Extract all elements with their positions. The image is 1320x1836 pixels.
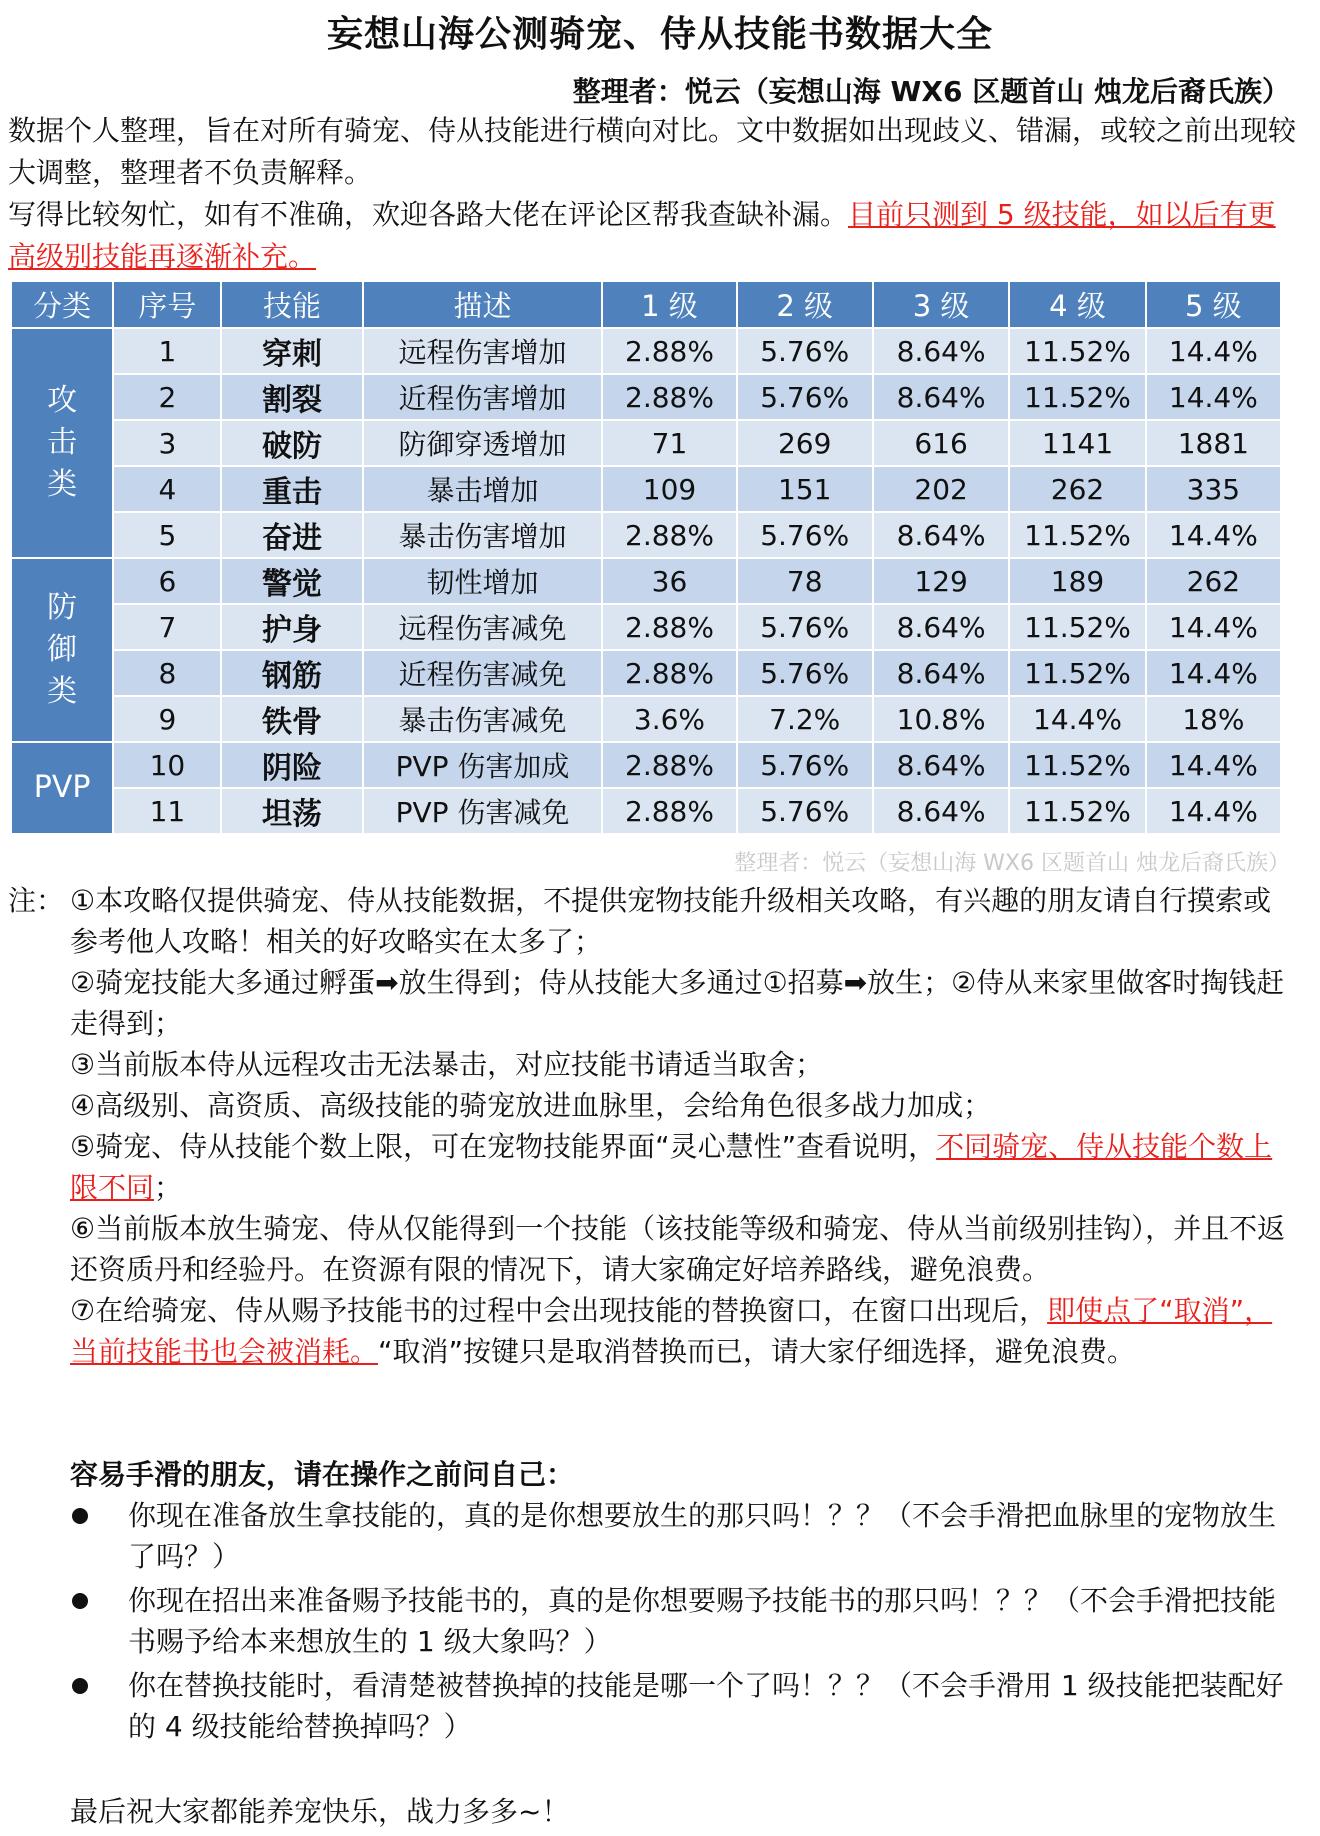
cell-number: 5 [113,512,221,558]
cell-level-3: 10.8% [873,696,1009,742]
cell-level-4: 11.52% [1009,328,1145,374]
cell-level-4: 11.52% [1009,512,1145,558]
cell-number: 4 [113,466,221,512]
cell-level-3: 8.64% [873,788,1009,834]
cell-skill: 重击 [221,466,362,512]
closing-line: 最后祝大家都能养宠快乐，战力多多~！ [70,1795,570,1828]
cell-number: 9 [113,696,221,742]
cell-description: PVP 伤害减免 [363,788,603,834]
cell-number: 8 [113,650,221,696]
cell-level-1: 2.88% [602,650,736,696]
cell-level-3: 202 [873,466,1009,512]
cell-description: 防御穿透增加 [363,420,603,466]
header-number: 序号 [113,281,221,328]
table-row [11,742,1281,788]
cell-level-2: 5.76% [737,374,873,420]
note-3: ③当前版本侍从远程攻击无法暴击，对应技能书请适当取舍； [70,1048,824,1081]
cell-level-4: 189 [1009,558,1145,604]
category-attack: 攻击类 [11,328,113,558]
header-level-4: 4 级 [1009,281,1145,328]
cell-description: PVP 伤害加成 [363,742,603,788]
cell-level-3: 8.64% [873,512,1009,558]
table-row [11,466,1281,512]
bullet-icon [72,1593,88,1609]
cell-level-3: 8.64% [873,328,1009,374]
category-pvp: PVP [11,742,113,834]
list-item: 你现在准备放生拿技能的，真的是你想要放生的那只吗！？？（不会手滑把血脉里的宠物放生了吗？） [70,1495,1295,1577]
cell-description: 远程伤害减免 [363,604,603,650]
cell-level-4: 11.52% [1009,374,1145,420]
cell-level-4: 11.52% [1009,742,1145,788]
cell-level-3: 616 [873,420,1009,466]
header-level-5: 5 级 [1146,281,1281,328]
table-row [11,558,1281,604]
cell-level-1: 109 [602,466,736,512]
cell-level-4: 11.52% [1009,604,1145,650]
header-level-1: 1 级 [602,281,736,328]
table-row [11,650,1281,696]
notes-section [8,880,1298,1372]
cell-level-3: 8.64% [873,742,1009,788]
cell-level-5: 14.4% [1146,742,1281,788]
note-6: ⑥当前版本放生骑宠、侍从仅能得到一个技能（该技能等级和骑宠、侍从当前级别挂钩），并且不返还资质丹和经验丹。在资源有限的情况下，请大家确定好培养路线，避免浪费。 [70,1212,1286,1286]
header-description: 描述 [363,281,603,328]
cell-number: 6 [113,558,221,604]
cell-number: 2 [113,374,221,420]
list-item: 你现在招出来准备赐予技能书的，真的是你想要赐予技能书的那只吗！？？（不会手滑把技能书赐予给本来想放生的 1 级大象吗？） [70,1580,1295,1662]
cell-skill: 护身 [221,604,362,650]
cell-level-2: 151 [737,466,873,512]
cell-description: 暴击伤害增加 [363,512,603,558]
cell-level-1: 2.88% [602,512,736,558]
author-line: 整理者：悦云（妄想山海 WX6 区题首山 烛龙后裔氏族） [572,75,1290,108]
page-title: 妄想山海公测骑宠、侍从技能书数据大全 [326,14,993,55]
intro-line-2-red: 目前只测到 5 级技能，如以后有更高级别技能再逐渐补充。 [8,198,1276,273]
cell-description: 韧性增加 [363,558,603,604]
cell-level-5: 14.4% [1146,512,1281,558]
table-row [11,328,1281,374]
cell-level-5: 18% [1146,696,1281,742]
cell-skill: 穿刺 [221,328,362,374]
cell-level-3: 129 [873,558,1009,604]
warning-title: 容易手滑的朋友，请在操作之前问自己： [70,1458,575,1491]
cell-level-2: 5.76% [737,512,873,558]
cell-number: 3 [113,420,221,466]
cell-level-1: 71 [602,420,736,466]
note-4: ④高级别、高资质、高级技能的骑宠放进血脉里，会给角色很多战力加成； [70,1089,992,1122]
note-7-red: 即使点了“取消”，当前技能书也会被消耗。 [70,1294,1273,1368]
intro-line-1: 数据个人整理，旨在对所有骑宠、侍从技能进行横向对比。文中数据如出现歧义、错漏，或较之前出现较大调整，整理者不负责解释。 [8,114,1297,189]
note-7: ⑦在给骑宠、侍从赐予技能书的过程中会出现技能的替换窗口，在窗口出现后，即使点了“取消”，当前技能书也会被消耗。“取消”按键只是取消替换而已，请大家仔细选择，避免浪费。 [70,1294,1273,1368]
cell-level-1: 2.88% [602,788,736,834]
cell-number: 1 [113,328,221,374]
cell-level-1: 2.88% [602,328,736,374]
cell-skill: 割裂 [221,374,362,420]
cell-level-5: 335 [1146,466,1281,512]
cell-skill: 警觉 [221,558,362,604]
cell-level-2: 269 [737,420,873,466]
cell-level-4: 262 [1009,466,1145,512]
bullet-icon [72,1508,88,1524]
warning-list [70,1495,1295,1750]
cell-level-1: 36 [602,558,736,604]
cell-description: 暴击增加 [363,466,603,512]
cell-level-2: 5.76% [737,328,873,374]
note-5: ⑤骑宠、侍从技能个数上限，可在宠物技能界面“灵心慧性”查看说明，不同骑宠、侍从技能个数上限不同； [70,1130,1273,1204]
cell-skill: 钢筋 [221,650,362,696]
cell-level-1: 2.88% [602,374,736,420]
table-row [11,788,1281,834]
cell-level-2: 5.76% [737,650,873,696]
cell-level-1: 3.6% [602,696,736,742]
cell-number: 11 [113,788,221,834]
bullet-icon [72,1678,88,1694]
cell-number: 7 [113,604,221,650]
list-item: 你在替换技能时，看清楚被替换掉的技能是哪一个了吗！？？（不会手滑用 1 级技能把装配好的 4 级技能给替换掉吗？） [70,1665,1295,1747]
cell-level-4: 1141 [1009,420,1145,466]
cell-level-1: 2.88% [602,604,736,650]
cell-description: 近程伤害减免 [363,650,603,696]
table-row [11,374,1281,420]
cell-level-5: 14.4% [1146,788,1281,834]
header-level-2: 2 级 [737,281,873,328]
cell-level-4: 11.52% [1009,788,1145,834]
header-level-3: 3 级 [873,281,1009,328]
note-1: 注： ①本攻略仅提供骑宠、侍从技能数据，不提供宠物技能升级相关攻略，有兴趣的朋友请自行摸索或参考他人攻略！相关的好攻略实在太多了； [8,880,1298,962]
cell-level-5: 262 [1146,558,1281,604]
intro-text [8,110,1298,278]
header-category: 分类 [11,281,113,328]
cell-level-2: 5.76% [737,788,873,834]
note-2: ②骑宠技能大多通过孵蛋➡放生得到；侍从技能大多通过①招募➡放生；②侍从来家里做客时掏钱赶走得到； [70,966,1285,1040]
cell-skill: 破防 [221,420,362,466]
note-5-red: 不同骑宠、侍从技能个数上限不同 [70,1130,1273,1204]
table-header-row [11,281,1281,328]
cell-level-2: 78 [737,558,873,604]
cell-level-2: 5.76% [737,742,873,788]
cell-level-2: 5.76% [737,604,873,650]
cell-level-5: 14.4% [1146,328,1281,374]
cell-level-3: 8.64% [873,604,1009,650]
cell-level-5: 14.4% [1146,604,1281,650]
cell-level-3: 8.64% [873,650,1009,696]
cell-skill: 铁骨 [221,696,362,742]
skills-table [10,280,1282,835]
cell-level-5: 14.4% [1146,650,1281,696]
table-row [11,512,1281,558]
intro-line-2-plain: 写得比较匆忙，如有不准确，欢迎各路大佬在评论区帮我查缺补漏。 [8,198,849,231]
cell-level-4: 14.4% [1009,696,1145,742]
category-defense: 防御类 [11,558,113,742]
table-row [11,604,1281,650]
cell-skill: 阴险 [221,742,362,788]
cell-description: 近程伤害增加 [363,374,603,420]
watermark: 整理者：悦云（妄想山海 WX6 区题首山 烛龙后裔氏族） [734,851,1290,876]
cell-description: 远程伤害增加 [363,328,603,374]
cell-description: 暴击伤害减免 [363,696,603,742]
cell-skill: 奋进 [221,512,362,558]
table-row [11,420,1281,466]
cell-level-2: 7.2% [737,696,873,742]
cell-skill: 坦荡 [221,788,362,834]
cell-level-1: 2.88% [602,742,736,788]
cell-level-3: 8.64% [873,374,1009,420]
note-prefix: 注： [8,884,65,917]
intro-line-2 [8,194,1298,278]
cell-number: 10 [113,742,221,788]
table-row [11,696,1281,742]
cell-level-4: 11.52% [1009,650,1145,696]
cell-level-5: 14.4% [1146,374,1281,420]
header-skill: 技能 [221,281,362,328]
cell-level-5: 1881 [1146,420,1281,466]
